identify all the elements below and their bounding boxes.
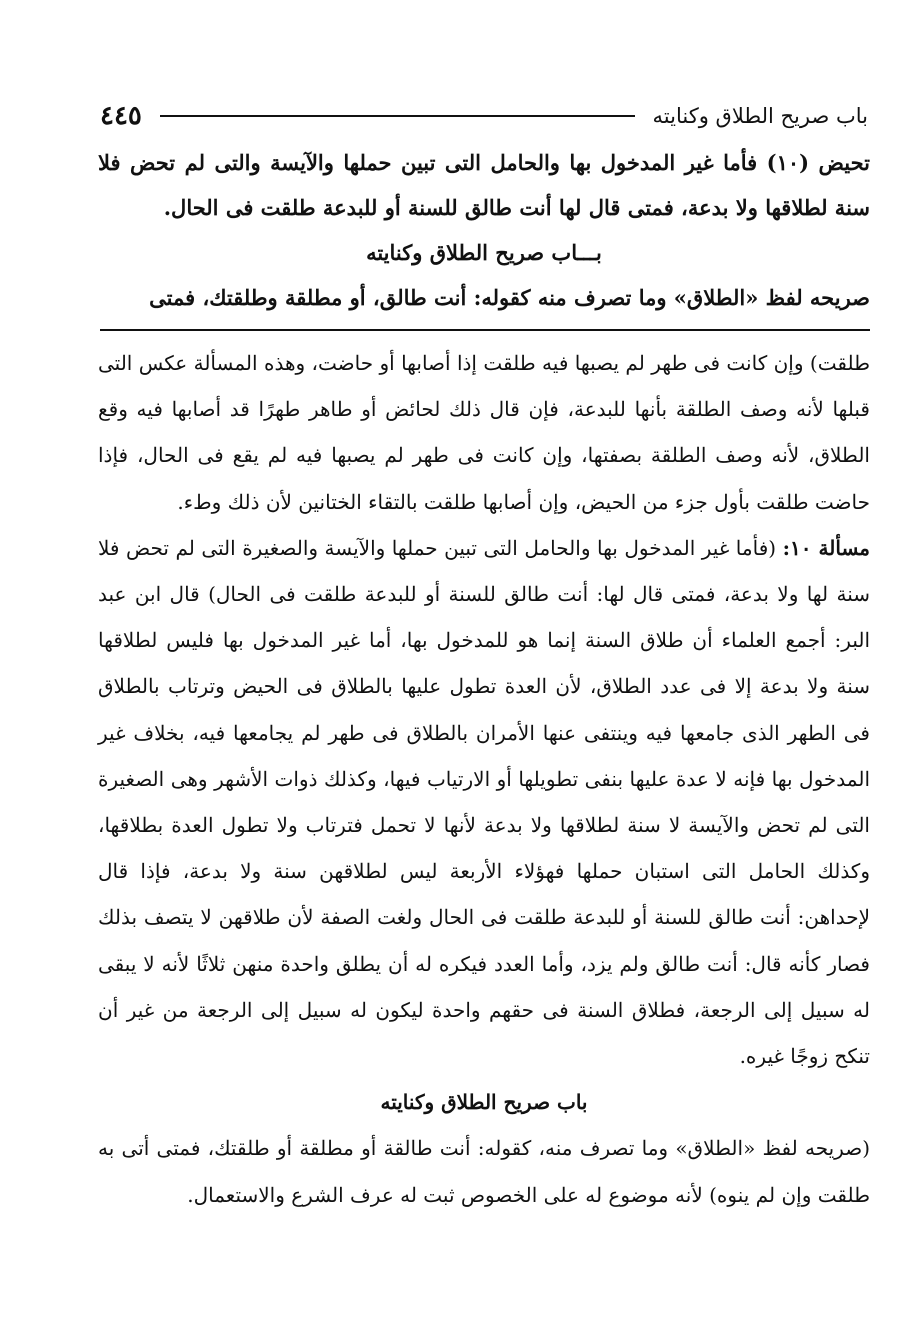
sharh-chapter-heading: باب صريح الطلاق وكنايته	[380, 1090, 588, 1115]
matn-sharh-divider	[100, 329, 870, 331]
running-title: باب صريح الطلاق وكنايته	[652, 104, 868, 128]
header-rule	[160, 115, 635, 117]
sharh-text	[98, 340, 870, 1218]
masalah-label: مسألة ١٠:	[782, 535, 870, 560]
page-header	[100, 96, 868, 136]
sharh-paragraph: (صريحه لفظ «الطلاق» وما تصرف منه، كقوله: أنت طالقة أو مطلقة أو طلقتك، فمتى أتى به طلقت وإن لم ينوه) لأنه موضوع له على الخصوص ثبت له عرف الشرع والاستعمال.	[98, 1136, 870, 1207]
masalah-text: (فأما غير المدخول بها والحامل التى تبين حملها والآيسة والصغيرة التى لم تحض فلا سنة لها ولا بدعة، فمتى قال لها: أنت طالق للسنة أو للبدعة طلقت فى الحال) قال ابن عبد البر: أجمع العلماء أن طلاق السنة إنما هو للمدخول بها، أما غير المدخول بها فليس لطلاقها سنة ولا بدعة إلا فى عدد الطلاق، لأن العدة تطول عليها بالطلاق فى الحيض وترتاب بالطلاق فى الطهر الذى جامعها فيه وينتفى عنها الأمران بالطلاق فى طهر لم يجامعها فيه، بخلاف غير المدخول بها فإنه لا عدة عليها بنفى تطويلها أو الارتياب فيها، وكذلك ذوات الأشهر وهى الصغيرة التى لم تحض والآيسة لا سنة لطلاقها ولا بدعة لأنها لا تحمل فترتاب ولا تطول العدة بطلاقها، وكذلك الحامل التى استبان حملها فهؤلاء الأربعة ليس لطلاقهن سنة ولا بدعة، فإذا قال لإحداهن: أنت طالق للسنة أو للبدعة طلقت فى الحال ولغت الصفة لأن طلاقهن لا يتصف بذلك فصار كأنه قال: أنت طالق ولم يزد، وأما العدد فيكره له أن يطلق واحدة منهن ثلاثًا لأنه لا يبقى له سبيل إلى الرجعة، فطلاق السنة فى حقهم واحدة ليكون له سبيل إلى الرجعة من غير أن تنكح زوجًا غيره.	[98, 535, 871, 1069]
matn-text	[98, 140, 870, 320]
matn-paragraph: تحيض (١٠) فأما غير المدخول بها والحامل التى تبين حملها والآيسة والتى لم تحض فلا سنة لطلاقها ولا بدعة، فمتى قال لها أنت طالق للسنة أو للبدعة طلقت فى الحال.	[98, 150, 870, 220]
matn-chapter-heading: بـــاب صريح الطلاق وكنايته	[366, 240, 602, 265]
matn-paragraph: صريحه لفظ «الطلاق» وما تصرف منه كقوله: أنت طالق، أو مطلقة وطلقتك، فمتى	[149, 285, 870, 310]
sharh-paragraph: طلقت) وإن كانت فى طهر لم يصبها فيه طلقت إذا أصابها أو حاضت، وهذه المسألة عكس التى قبلها لأنه وصف الطلقة بأنها للبدعة، فإن قال ذلك لحائض أو طاهر طهرًا قد أصابها فيه وقع الطلاق، لأنه وصف الطلقة بصفتها، وإن كانت فى طهر لم يصبها فيه لم يقع فى الحال، فإذا حاضت طلقت بأول جزء من الحيض، وإن أصابها طلقت بالتقاء الختانين لأن ذلك وطء.	[98, 351, 870, 514]
page-number: ٤٤٥	[100, 101, 142, 131]
sharh-paragraph	[98, 525, 870, 1079]
